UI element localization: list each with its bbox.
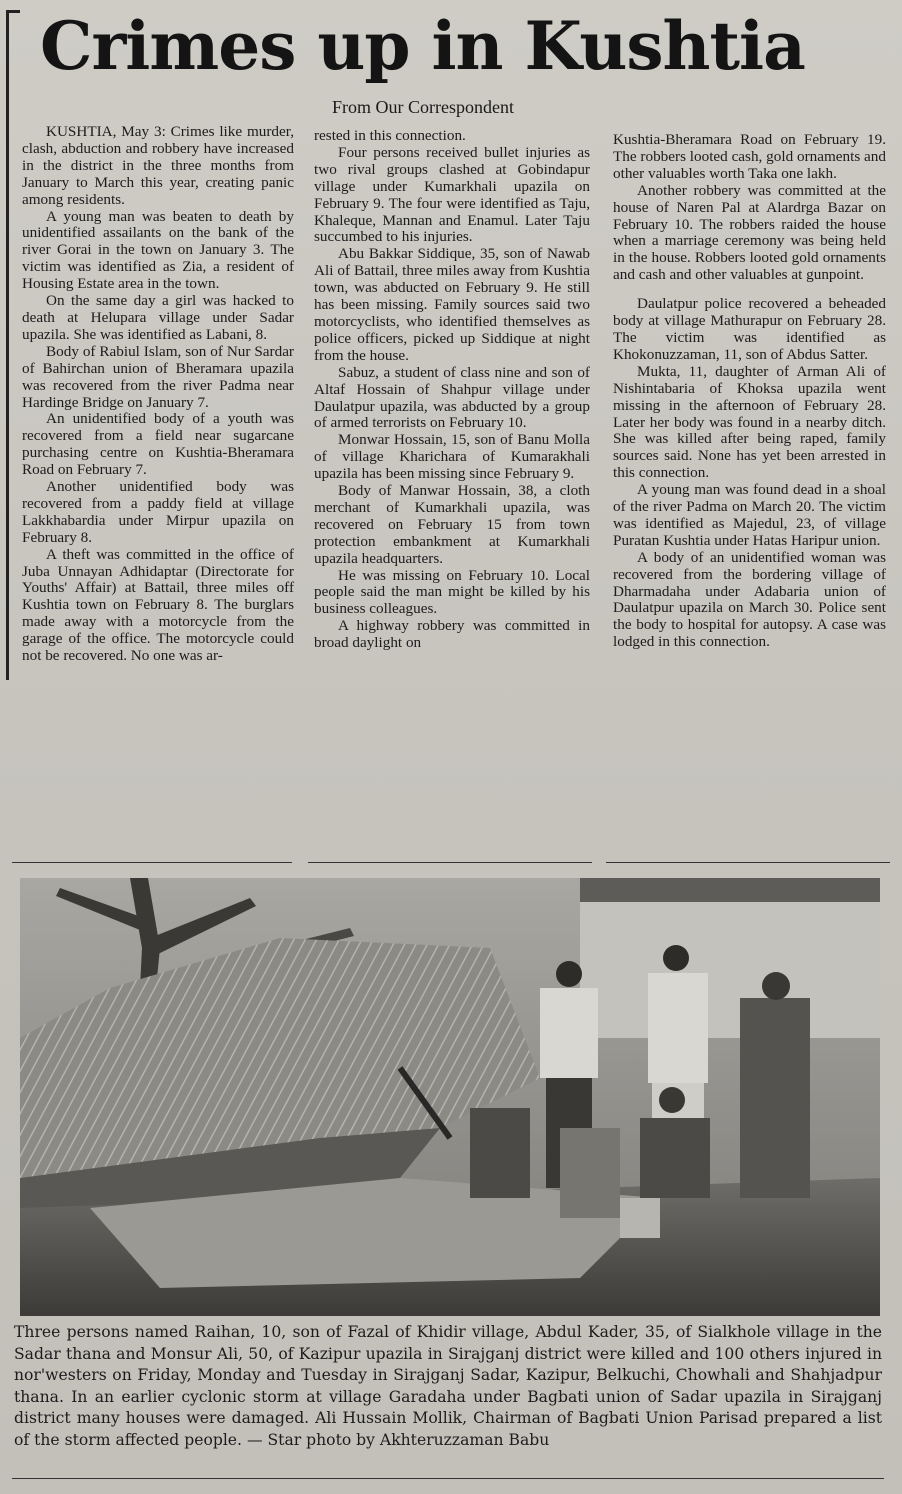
storm-damage-photo (20, 878, 880, 1316)
paragraph: KUSHTIA, May 3: Crimes like murder, clash, abduction and robbery have increased in the district in the three months from January to March this year, creating panic among residents. (22, 123, 294, 208)
article-column-1 (22, 124, 294, 665)
column-footer-rule (308, 862, 592, 863)
paragraph: Body of Manwar Hossain, 38, a cloth merchant of Kumarkhali upazila, was recovered on February 15 from town protection embankment at Kumarkhali upazila headquarters. (314, 482, 590, 567)
paragraph: A young man was beaten to death by unidentified assailants on the bank of the river Gorai in the town on January 3. The victim was identified as Zia, a resident of Housing Estate area in the town. (22, 207, 294, 293)
column-rule-tick (6, 10, 20, 13)
paragraph: Kushtia-Bheramara Road on February 19. The robbers looted cash, gold ornaments and other valuables worth Taka one lakh. (613, 131, 886, 182)
paragraph: On the same day a girl was hacked to death at Helupara village under Sadar upazila. She was identified as Labani, 8. (22, 292, 294, 343)
article-column-3 (613, 132, 886, 651)
paragraph: He was missing on February 10. Local people said the man might be killed by his business colleagues. (314, 566, 590, 618)
column-rule (6, 10, 9, 680)
paragraph: Four persons received bullet injuries as two rival groups clashed at Gobindapur village under Kumarkhali upazila on February 9. The four were identified as Taju, Khaleque, Mannan and Enamul. Later Taju succumbed to his injuries. (314, 143, 590, 246)
paragraph: Daulatpur police recovered a beheaded body at village Mathurapur on February 28. The victim was identified as Khokonuzzaman, 11, son of Abdus Satter. (613, 295, 886, 363)
paragraph: Another robbery was committed at the house of Naren Pal at Alardrga Bazar on February 10. The robbers raided the house when a marriage ceremony was being held in the house. Robbers looted gold ornaments and cash and other valuables at gunpoint. (613, 181, 886, 284)
paragraph: An unidentified body of a youth was recovered from a field near sugarcane purchasing centre on Kushtia-Bheramara Road on February 7. (22, 410, 294, 479)
paragraph: Body of Rabiul Islam, son of Nur Sardar of Bahirchan union of Bheramara upazila was recovered from the river Padma near Hardinge Bridge on January 7. (22, 342, 294, 411)
column-footer-rule (12, 862, 292, 863)
paragraph: Abu Bakkar Siddique, 35, son of Nawab Ali of Battail, three miles away from Kushtia town, was abducted on February 9. He still has been missing. Family sources said two motorcyclists, who identified themselves as police officers, picked up Siddique at night from the house. (314, 245, 590, 364)
paragraph: rested in this connection. (314, 127, 466, 144)
column-footer-rule (606, 862, 890, 863)
paragraph: Mukta, 11, daughter of Arman Ali of Nishintabaria of Khoksa upazila went missing in the afternoon of February 28. Later her body was found in a nearby ditch. She was killed after being raped, family sources said. None has yet been arrested in this connection. (613, 362, 886, 482)
article-column-2 (314, 128, 590, 652)
photo-caption: Three persons named Raihan, 10, son of Fazal of Khidir village, Abdul Kader, 35, of Sialkhole village in the Sadar thana and Monsur Ali, 50, of Kazipur upazila in Sirajganj district were killed and 100 others injured in nor'westers on Friday, Monday and Tuesday in Sirajganj Sadar, Kazipur, Belkuchi, Chowhali and Shahjadpur thana. In an earlier cyclonic storm at village Garadaha under Bagbati union of Sadar upazila in Sirajganj district many houses were damaged. Ali Hussain Mollik, Chairman of Bagbati Union Parisad prepared a list of the storm affected people. — Star photo by Akhteruzzaman Babu (14, 1323, 882, 1449)
paragraph: A body of an unidentified woman was recovered from the bordering village of Dharmadaha under Adabaria union of Daulatpur upazila on March 30. Police sent the body to hospital for autopsy. A case was lodged in this connection. (613, 548, 886, 651)
paragraph: A theft was committed in the office of Juba Unnayan Adhidaptar (Directorate for Youths' Affair) at Battail, three miles off Kushtia town on February 8. The burglars made away with a motorcycle from the garage of the office. The motorcycle could not be recovered. No one was ar- (22, 545, 294, 665)
paragraph: A highway robbery was committed in broad daylight on (314, 617, 590, 652)
storm-damage-photo-icon (20, 878, 880, 1316)
paragraph: Sabuz, a student of class nine and son of Altaf Hossain of Shahpur village under Daulatpur upazila, was abducted by a group of armed terrorists on February 10. (314, 363, 590, 432)
byline: From Our Correspondent (332, 97, 514, 117)
caption-rule (12, 1478, 884, 1479)
paragraph: Another unidentified body was recovered from a paddy field at village Lakkhabardia under Mirpur upazila on February 8. (22, 478, 294, 546)
paragraph: A young man was found dead in a shoal of the river Padma on March 20. The victim was identified as Majedul, 23, of village Puratan Kushtia under Hatas Haripur union. (613, 481, 886, 549)
paragraph: Monwar Hossain, 15, son of Banu Molla of village Kharichara of Kumarakhali upazila has been missing since February 9. (314, 431, 590, 483)
headline: Crimes up in Kushtia (40, 7, 805, 85)
